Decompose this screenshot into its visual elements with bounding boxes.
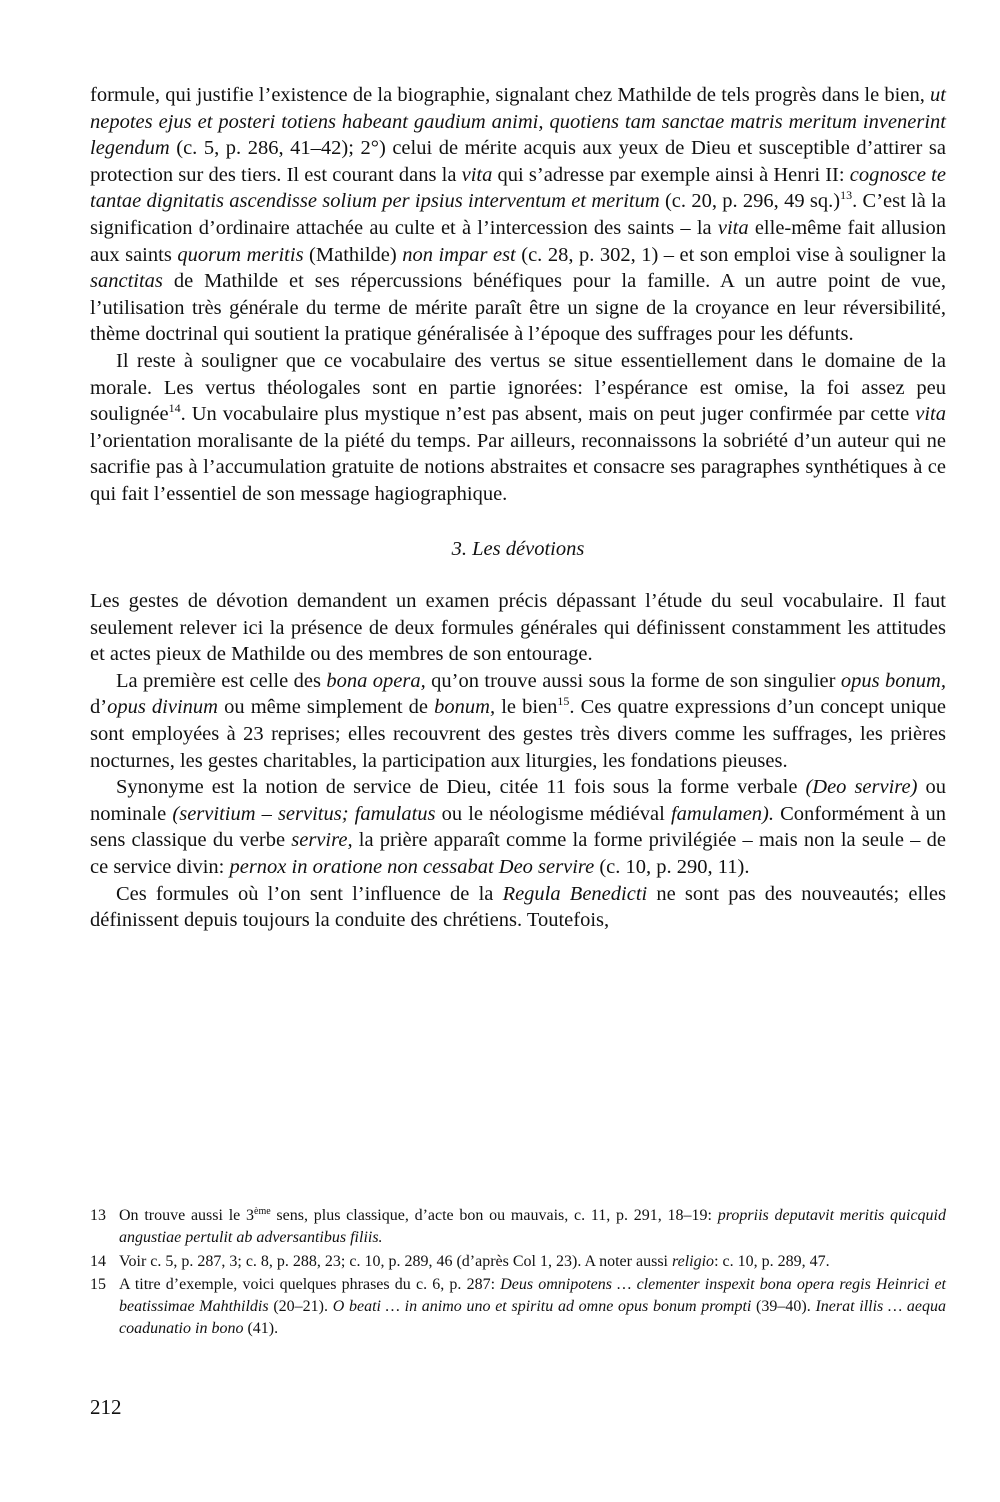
latin-quote: ut nepotes ejus et posteri totiens habeant gaudium animi, quotiens tam sanctae matris meritum invenerint legendum xyxy=(90,84,946,160)
superscript: ème xyxy=(254,1206,271,1217)
text-run: Voir c. 5, p. 287, 3; c. 8, p. 288, 23; c. 10, p. 289, 46 (d’après Col 1, 23). A noter aussi xyxy=(119,1252,672,1270)
text-run: (41). xyxy=(243,1319,279,1337)
latin-term: bonum, xyxy=(434,696,496,719)
section-heading: 3. Les dévotions xyxy=(451,537,585,560)
text-run: : c. 10, p. 289, 47. xyxy=(714,1252,830,1270)
latin-term: vita xyxy=(461,163,493,186)
latin-term: opus divinum xyxy=(107,696,218,719)
latin-term: opus bonum, xyxy=(840,669,946,692)
text-run: . Ces quatre expressions d’un concept unique sont employées à 23 reprises; elles recouvrent des gestes très divers comme les suffrages, les prières nocturnes, les gestes charitables, la participation aux liturgies, les fondations pieuses. xyxy=(90,696,946,772)
latin-term: sanctitas xyxy=(90,270,163,293)
latin-term: Regula Benedicti xyxy=(502,882,648,905)
text-run: qui s’adresse par exemple ainsi à Henri II: xyxy=(492,163,850,186)
text-run: (20–21). xyxy=(268,1298,333,1316)
text-run: le bien xyxy=(495,696,558,719)
latin-term: religio xyxy=(671,1252,715,1270)
paragraph xyxy=(90,348,946,508)
main-text xyxy=(90,82,946,934)
footnote-ref: 13 xyxy=(840,188,853,203)
text-run: (c. 10, p. 290, 11). xyxy=(594,856,750,879)
text-run: (c. 28, p. 302, 1) – et son emploi vise à souligner la xyxy=(515,243,947,266)
footnote-ref: 15 xyxy=(557,694,570,709)
latin-term: bona opera, xyxy=(326,669,426,692)
latin-term: famulamen). xyxy=(670,802,774,825)
text-run: Synonyme est la notion de service de Dieu, citée 11 fois sous la forme verbale xyxy=(116,776,806,799)
text-run: (c. 5, p. 286, 41–42); 2°) celui de mérite acquis aux yeux de Dieu et susceptible d’attirer sa protection sur des tiers. Il est courant dans la xyxy=(90,137,946,186)
text-run: (Mathilde) xyxy=(303,243,403,266)
footnote xyxy=(90,1274,946,1339)
text-run: On trouve aussi le 3 xyxy=(119,1207,255,1224)
text-run: sens, plus classique, d’acte bon ou mauvais, c. 11, p. 291, 18–19: xyxy=(270,1207,718,1224)
footnote-ref: 14 xyxy=(168,401,181,416)
text-run: (c. 20, p. 296, 49 sq.) xyxy=(659,190,841,213)
text-run: A titre d’exemple, voici quelques phrases du c. 6, p. 287: xyxy=(119,1276,501,1294)
latin-term: (Deo servire) xyxy=(805,776,918,799)
latin-quote: O beati … in animo uno et spiritu ad omne opus bonum prompti xyxy=(332,1298,752,1316)
footnote-text xyxy=(119,1251,946,1273)
latin-term: (servitium – servitus; famulatus xyxy=(172,802,436,825)
text-run: d’ xyxy=(90,696,108,719)
paragraph xyxy=(90,774,946,880)
footnotes xyxy=(90,1205,946,1342)
text-run: ou même simplement de xyxy=(217,696,435,719)
text-run: de Mathilde et ses répercussions bénéfiques pour la famille. A un autre point de vue, l’utilisation très générale du terme de mérite paraît être un signe de la croyance en leur réversibilité, thème doctrinal qui soutient la pratique généralisée à l’époque des suffrages pour les défunts. xyxy=(90,270,946,346)
text-run: Il reste à souligner que ce vocabulaire des vertus se situe essentiellement dans le domaine de la morale. Les vertus théologales sont en partie ignorées: l’espérance est omise, la foi assez peu soulignée xyxy=(90,349,946,426)
text-run: qu’on trouve aussi sous la forme de son singulier xyxy=(425,669,841,692)
text-run: La première est celle des xyxy=(116,669,327,692)
text-run: ou le néologisme médiéval xyxy=(435,802,671,825)
text-run: (39–40). xyxy=(751,1298,816,1316)
latin-term: vita xyxy=(915,403,946,426)
footnote-number: 15 xyxy=(90,1276,106,1294)
paragraph: Les gestes de dévotion demandent un examen précis dépassant l’étude du seul vocabulaire. Il faut seulement relever ici la présence de deux formules générales qui définissent constamment les attitudes et actes pieux de Mathilde ou des membres de son entourage. xyxy=(90,590,946,666)
latin-quote: pernox in oratione non cessabat Deo servire xyxy=(229,856,595,879)
footnote xyxy=(90,1205,946,1249)
paragraph xyxy=(90,881,946,934)
text-run: Ces formules où l’on sent l’influence de la xyxy=(116,882,503,905)
latin-quote: propriis deputavit meritis quicquid angustiae pertulit ab adversantibus filiis. xyxy=(119,1207,946,1246)
paragraph xyxy=(90,82,946,348)
footnote-text xyxy=(119,1205,946,1249)
latin-term: servire, xyxy=(291,829,353,852)
latin-quote: quorum meritis xyxy=(177,243,304,266)
text-run: formule, qui justifie l’existence de la biographie, signalant chez Mathilde de tels progrès dans le bien, xyxy=(90,84,931,106)
text-run: elle-même fait allusion aux saints xyxy=(90,216,946,266)
footnote-number: 13 xyxy=(90,1207,106,1224)
text-run: ne sont pas des nouveautés; elles définissent depuis toujours la conduite des chrétiens. Toutefois, xyxy=(90,882,946,932)
latin-quote: non impar est xyxy=(402,243,516,266)
latin-quote: Deus omnipotens … clementer inspexit bona opera regis Heinrici et beatissimae Mahthildis xyxy=(119,1276,947,1316)
text-run: Conformément à un sens classique du verbe xyxy=(90,802,946,852)
footnote-text xyxy=(119,1274,946,1339)
text-run: . C’est là la signification d’ordinaire attachée au culte et à l’intercession des saints – la xyxy=(90,190,946,239)
footnote xyxy=(90,1251,946,1273)
latin-quote: cognosce te tantae dignitatis ascendisse solium per ipsius interventum et meritum xyxy=(90,163,946,213)
latin-quote: Inerat illis … aequa coadunatio in bono xyxy=(119,1298,947,1337)
text-run: . Un vocabulaire plus mystique n’est pas absent, mais on peut juger confirmée par cette xyxy=(180,403,916,426)
text-run: la prière apparaît comme la forme privilégiée – mais non la seule – de ce service divin: xyxy=(90,829,946,879)
text-run: l’orientation moralisante de la piété du temps. Par ailleurs, reconnaissons la sobriété d’un auteur qui ne sacrifie pas à l’accumulation gratuite de notions abstraites et consacre ses paragraphes synthétiques à ce qui fait l’essentiel de son message hagiographique. xyxy=(90,429,946,505)
paragraph xyxy=(90,668,946,774)
text-run: ou nominale xyxy=(90,776,946,825)
page-number: 212 xyxy=(90,1395,122,1419)
footnote-number: 14 xyxy=(90,1252,106,1270)
latin-term: vita xyxy=(717,216,749,239)
